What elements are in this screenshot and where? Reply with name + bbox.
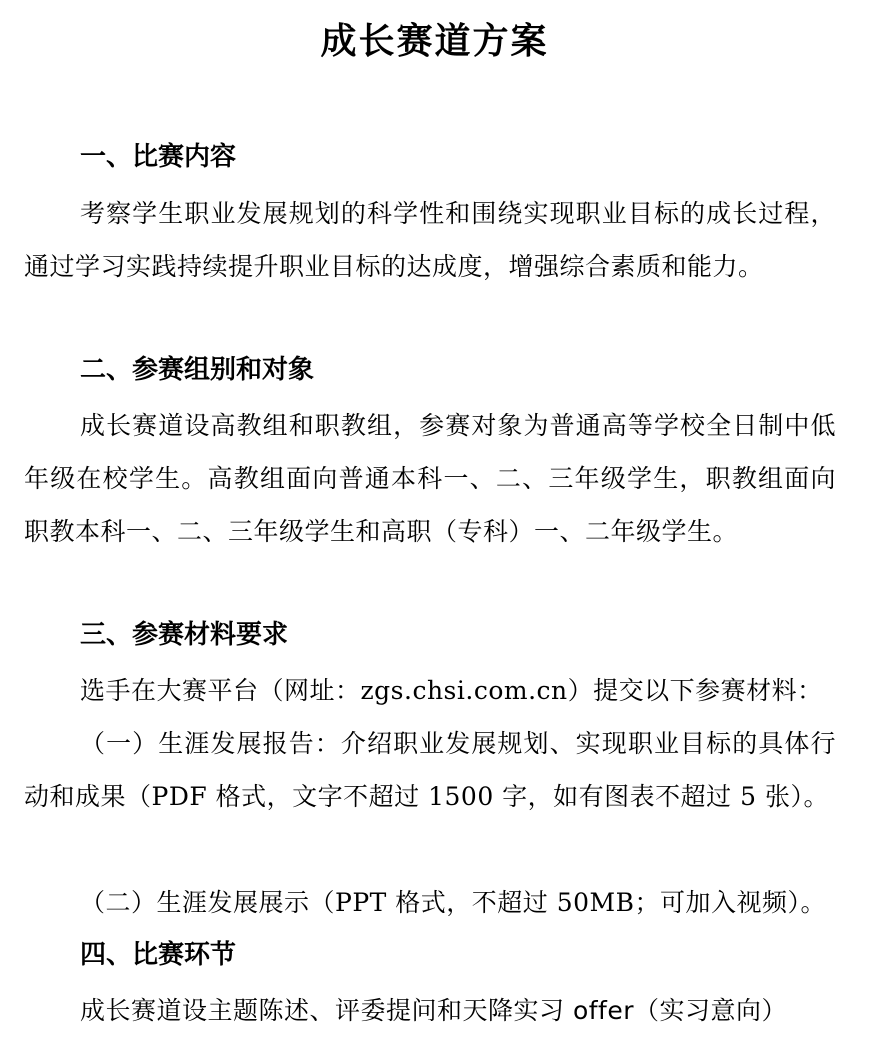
stages-text-suffix: （实习意向）: [634, 996, 788, 1025]
paragraph-materials-report: （一）生涯发展报告：介绍职业发展规划、实现职业目标的具体行动和成果（PDF 格式，文字不超过 1500 字，如有图表不超过 5 张）。: [24, 729, 836, 811]
section-heading-groups-participants: 二、参赛组别和对象: [80, 355, 315, 385]
section-heading-materials: 三、参赛材料要求: [80, 620, 289, 650]
paragraph-groups-participants: 成长赛道设高教组和职教组，参赛对象为普通高等学校全日制中低年级在校学生。高教组面向普通本科一、二、三年级学生，职教组面向职教本科一、二、三年级学生和高职（专科）一、二年级学生。: [24, 411, 836, 546]
paragraph-contest-content: 考察学生职业发展规划的科学性和围绕实现职业目标的成长过程，通过学习实践持续提升职业目标的达成度，增强综合素质和能力。: [24, 199, 836, 281]
paragraph-contest-stages: [24, 984, 836, 1037]
section-heading-contest-content: 一、比赛内容: [80, 142, 237, 172]
stages-text-offer: offer: [572, 996, 635, 1025]
page-title: 成长赛道方案: [320, 21, 549, 62]
paragraph-materials-presentation: （二）生涯发展展示（PPT 格式，不超过 50MB；可加入视频）。: [80, 888, 826, 917]
section-heading-contest-stages: 四、比赛环节: [80, 940, 237, 970]
paragraph-materials-intro: 选手在大赛平台（网址：zgs.chsi.com.cn）提交以下参赛材料：: [80, 676, 823, 705]
stages-text-prefix: 成长赛道设主题陈述、评委提问和天降实习: [80, 996, 573, 1025]
